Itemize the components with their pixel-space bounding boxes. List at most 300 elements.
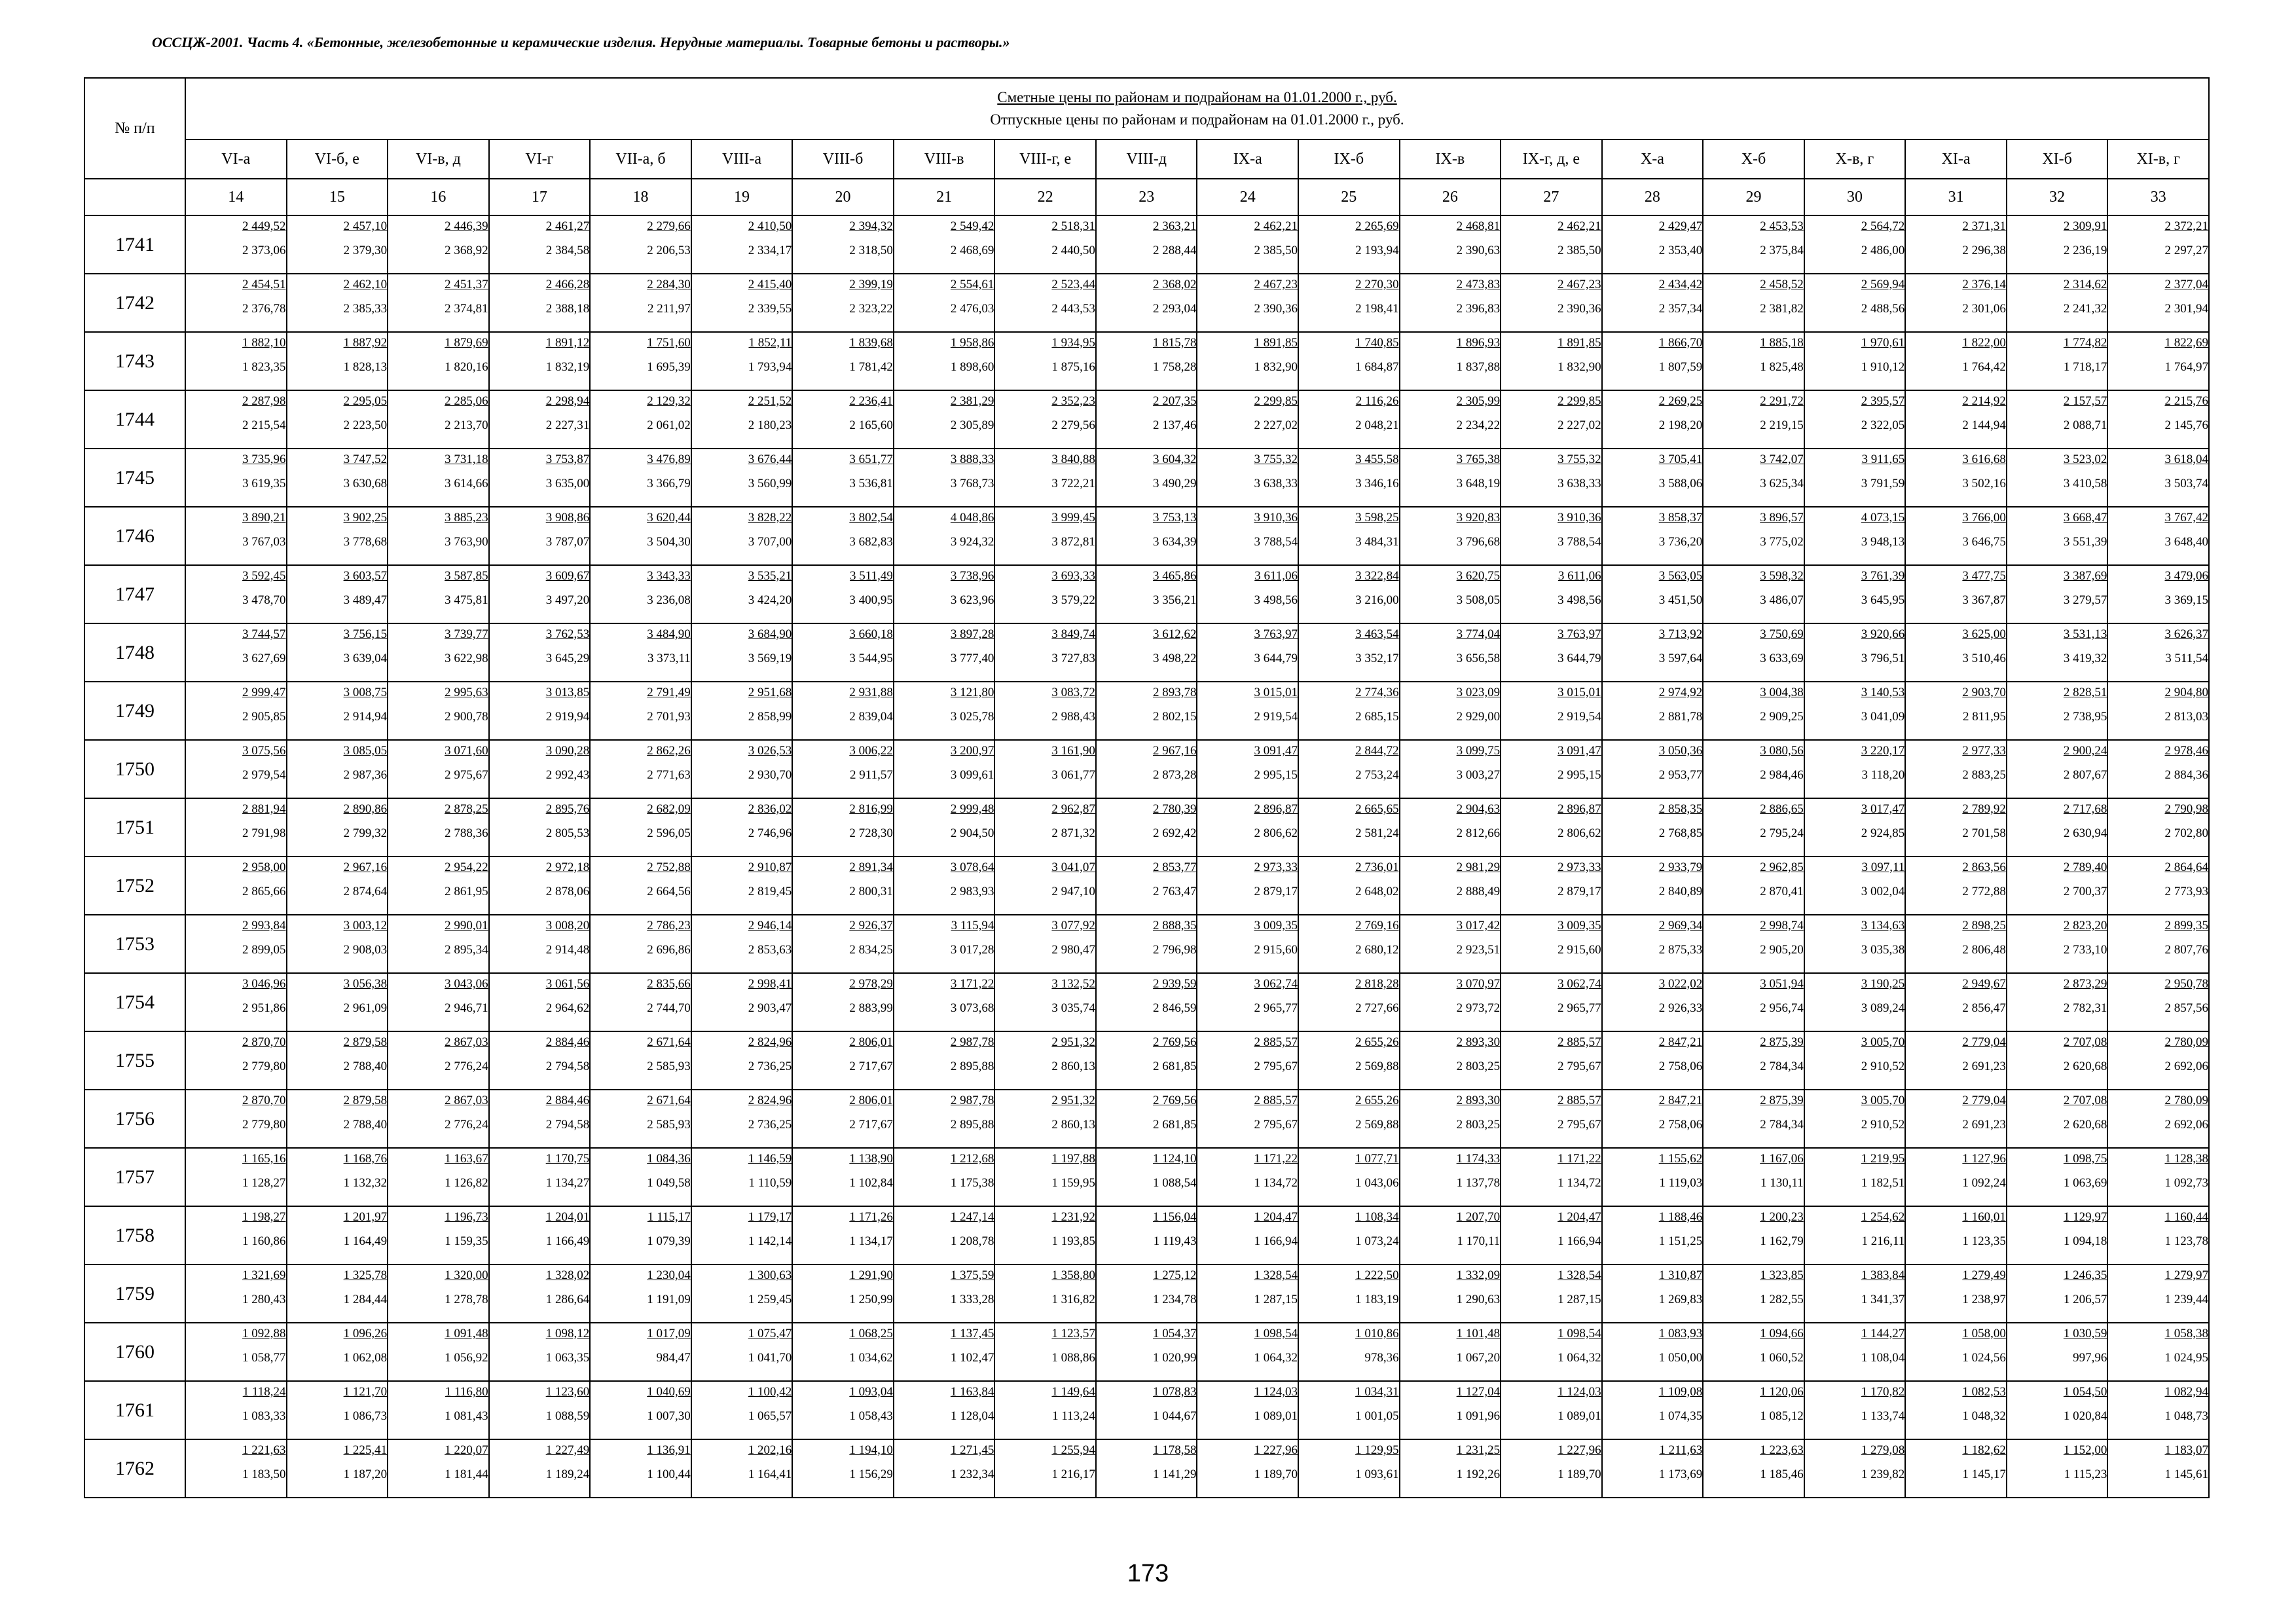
- price-cell: [1905, 623, 2007, 682]
- area-header: VIII-а: [691, 139, 793, 179]
- release-price: 2 440,50: [1051, 244, 1095, 257]
- release-price: 2 784,34: [1760, 1118, 1804, 1132]
- release-price: 2 301,94: [2164, 302, 2208, 316]
- price-cell: [792, 623, 894, 682]
- price-cell: [2007, 1148, 2108, 1206]
- price-cell: [1905, 274, 2007, 332]
- release-price: 2 984,46: [1760, 768, 1804, 782]
- price-cell: [1602, 274, 1704, 332]
- release-price: 2 733,10: [2063, 943, 2107, 957]
- release-price: 3 796,51: [1861, 652, 1905, 665]
- table-row: [84, 1439, 2209, 1498]
- release-price: 2 795,67: [1558, 1118, 1601, 1132]
- release-price: 1 216,17: [1051, 1467, 1095, 1481]
- release-price: 1 073,24: [1355, 1234, 1399, 1248]
- estimated-price: 3 091,47: [1558, 744, 1601, 758]
- price-cell: [1602, 1031, 1704, 1090]
- release-price: 1 284,44: [343, 1293, 388, 1306]
- release-price: 2 681,85: [1152, 1118, 1197, 1132]
- price-cell: [1197, 1206, 1298, 1264]
- estimated-price: 1 136,91: [647, 1443, 691, 1457]
- price-cell: [1197, 682, 1298, 740]
- release-price: 2 744,70: [647, 1001, 691, 1015]
- estimated-price: 2 295,05: [343, 394, 388, 408]
- estimated-price: 2 279,66: [647, 219, 691, 233]
- price-cell: [185, 332, 287, 390]
- row-number: 1762: [84, 1439, 185, 1498]
- estimated-price: 1 127,04: [1456, 1385, 1501, 1399]
- release-price: 3 639,04: [343, 652, 388, 665]
- release-price: 2 888,49: [1456, 885, 1501, 898]
- estimated-price: 2 879,58: [343, 1094, 388, 1107]
- release-price: 2 385,33: [343, 302, 388, 316]
- price-cell: [2107, 915, 2209, 973]
- estimated-price: 4 073,15: [1861, 511, 1905, 525]
- price-cell: [489, 682, 591, 740]
- estimated-price: 1 227,49: [545, 1443, 590, 1457]
- release-price: 3 645,95: [1861, 593, 1905, 607]
- row-number: 1758: [84, 1206, 185, 1264]
- price-cell: [1905, 449, 2007, 507]
- price-cell: [1197, 1090, 1298, 1148]
- estimated-price: 1 879,69: [445, 336, 488, 350]
- release-price: 2 443,53: [1051, 302, 1095, 316]
- row-number: 1750: [84, 740, 185, 798]
- release-price: 2 800,31: [849, 885, 893, 898]
- release-price: 1 020,84: [2063, 1409, 2107, 1423]
- price-cell: [590, 449, 691, 507]
- release-price: 3 633,69: [1760, 652, 1804, 665]
- table-row: [84, 973, 2209, 1031]
- estimated-price: 3 008,20: [545, 919, 590, 932]
- price-cell: [1501, 1323, 1602, 1381]
- release-price: 1 086,73: [343, 1409, 388, 1423]
- estimated-price: 2 736,01: [1355, 860, 1399, 874]
- estimated-price: 3 008,75: [343, 686, 388, 699]
- column-number: 28: [1602, 179, 1704, 215]
- estimated-price: 2 969,34: [1658, 919, 1703, 932]
- release-price: 3 588,06: [1658, 477, 1703, 490]
- estimated-price: 2 900,24: [2063, 744, 2107, 758]
- estimated-price: 3 171,22: [950, 977, 994, 991]
- estimated-price: 3 999,45: [1051, 511, 1095, 525]
- price-cell: [489, 565, 591, 623]
- release-price: 1 189,70: [1558, 1467, 1601, 1481]
- release-price: 1 092,73: [2164, 1176, 2208, 1190]
- release-price: 2 681,85: [1152, 1060, 1197, 1073]
- release-price: 2 795,24: [1760, 826, 1804, 840]
- estimated-price: 1 082,94: [2164, 1385, 2208, 1399]
- price-cell: [2107, 740, 2209, 798]
- estimated-price: 3 911,65: [1861, 452, 1905, 466]
- release-price: 1 056,92: [445, 1351, 488, 1365]
- price-cell: [388, 1381, 489, 1439]
- estimated-price: 3 609,67: [545, 569, 590, 583]
- price-cell: [1501, 857, 1602, 915]
- estimated-price: 2 958,00: [242, 860, 286, 874]
- area-header: X-в, г: [1804, 139, 1906, 179]
- estimated-price: 3 563,05: [1658, 569, 1703, 583]
- release-price: 2 953,77: [1658, 768, 1703, 782]
- release-price: 3 736,20: [1658, 535, 1703, 549]
- price-cell: [792, 1264, 894, 1323]
- release-price: 3 787,07: [545, 535, 590, 549]
- estimated-price: 2 893,30: [1456, 1094, 1501, 1107]
- price-cell: [590, 1206, 691, 1264]
- price-cell: [1197, 1264, 1298, 1323]
- release-price: 2 664,56: [647, 885, 691, 898]
- estimated-price: 2 449,52: [242, 219, 286, 233]
- estimated-price: 3 091,47: [1254, 744, 1298, 758]
- estimated-price: 3 022,02: [1658, 977, 1703, 991]
- estimated-price: 2 999,48: [950, 802, 994, 816]
- price-cell: [388, 973, 489, 1031]
- column-number: 22: [994, 179, 1096, 215]
- price-cell: [894, 390, 995, 449]
- estimated-price: 2 824,96: [748, 1035, 792, 1049]
- release-price: 1 825,48: [1760, 360, 1804, 374]
- price-cell: [792, 740, 894, 798]
- release-price: 3 767,03: [242, 535, 286, 549]
- estimated-price: 2 903,70: [1962, 686, 2006, 699]
- price-cell: [1602, 1381, 1704, 1439]
- estimated-price: 2 376,14: [1962, 278, 2006, 291]
- release-price: 1 132,32: [343, 1176, 388, 1190]
- price-cell: [2007, 565, 2108, 623]
- price-cell: [590, 274, 691, 332]
- price-cell: [185, 274, 287, 332]
- price-cell: [2007, 1381, 2108, 1439]
- estimated-price: 2 867,03: [445, 1035, 488, 1049]
- release-price: 2 926,33: [1658, 1001, 1703, 1015]
- price-cell: [1298, 973, 1400, 1031]
- estimated-price: 3 625,00: [1962, 627, 2006, 641]
- release-price: 2 904,50: [950, 826, 994, 840]
- release-price: 2 805,53: [545, 826, 590, 840]
- release-price: 2 736,25: [748, 1118, 792, 1132]
- price-cell: [2107, 1323, 2209, 1381]
- estimated-price: 1 201,97: [343, 1210, 388, 1224]
- estimated-price: 3 676,44: [748, 452, 792, 466]
- price-cell: [1298, 390, 1400, 449]
- estimated-price: 2 898,25: [1962, 919, 2006, 932]
- estimated-price: 2 893,30: [1456, 1035, 1501, 1049]
- release-price: 2 846,59: [1152, 1001, 1197, 1015]
- release-price: 1 286,64: [545, 1293, 590, 1306]
- price-cell: [590, 215, 691, 274]
- table-row: [84, 1323, 2209, 1381]
- price-cell: [388, 565, 489, 623]
- release-price: 2 198,41: [1355, 302, 1399, 316]
- price-cell: [1602, 1206, 1704, 1264]
- price-cell: [1096, 1264, 1197, 1323]
- estimated-price: 2 904,80: [2164, 686, 2208, 699]
- release-price: 3 788,54: [1254, 535, 1298, 549]
- estimated-price: 1 171,22: [1254, 1152, 1298, 1166]
- row-number: 1748: [84, 623, 185, 682]
- estimated-price: 1 887,92: [343, 336, 388, 350]
- price-cell: [590, 507, 691, 565]
- price-cell: [994, 1381, 1096, 1439]
- price-cell: [994, 390, 1096, 449]
- estimated-price: 2 867,03: [445, 1094, 488, 1107]
- column-number: 19: [691, 179, 793, 215]
- release-price: 2 144,94: [1962, 418, 2006, 432]
- release-price: 3 648,19: [1456, 477, 1501, 490]
- price-cell: [2107, 1381, 2209, 1439]
- estimated-price: 2 717,68: [2063, 802, 2107, 816]
- price-cell: [2007, 1206, 2108, 1264]
- price-cell: [1804, 1381, 1906, 1439]
- estimated-price: 1 198,27: [242, 1210, 286, 1224]
- price-cell: [489, 390, 591, 449]
- estimated-price: 1 160,44: [2164, 1210, 2208, 1224]
- price-cell: [185, 1439, 287, 1498]
- release-price: 2 297,27: [2164, 244, 2208, 257]
- release-price: 3 579,22: [1051, 593, 1095, 607]
- release-price: 1 170,11: [1457, 1234, 1501, 1248]
- estimated-price: 3 085,05: [343, 744, 388, 758]
- estimated-price: 3 090,28: [545, 744, 590, 758]
- release-price: 2 596,05: [647, 826, 691, 840]
- price-cell: [1400, 1323, 1501, 1381]
- price-cell: [691, 740, 793, 798]
- estimated-price: 1 194,10: [849, 1443, 893, 1457]
- estimated-price: 1 822,69: [2164, 336, 2208, 350]
- price-cell: [792, 915, 894, 973]
- price-cell: [1400, 1439, 1501, 1498]
- estimated-price: 1 211,63: [1659, 1443, 1703, 1457]
- price-cell: [792, 565, 894, 623]
- column-number: 33: [2107, 179, 2209, 215]
- price-cell: [1703, 449, 1804, 507]
- release-price: 1 134,72: [1558, 1176, 1601, 1190]
- estimated-price: 2 655,26: [1355, 1094, 1399, 1107]
- estimated-price: 1 118,24: [242, 1385, 286, 1399]
- estimated-price: 2 967,16: [1152, 744, 1197, 758]
- price-cell: [691, 274, 793, 332]
- release-price: 3 504,30: [647, 535, 691, 549]
- price-cell: [1905, 682, 2007, 740]
- release-price: 3 478,70: [242, 593, 286, 607]
- price-cell: [489, 449, 591, 507]
- price-cell: [792, 1148, 894, 1206]
- release-price: 3 635,00: [545, 477, 590, 490]
- price-cell: [2107, 1439, 2209, 1498]
- release-price: 2 227,02: [1558, 418, 1601, 432]
- price-cell: [590, 1264, 691, 1323]
- price-cell: [1804, 1148, 1906, 1206]
- release-price: 1 034,62: [849, 1351, 893, 1365]
- price-cell: [287, 565, 388, 623]
- column-number: 26: [1400, 179, 1501, 215]
- price-cell: [1298, 1090, 1400, 1148]
- row-number: 1745: [84, 449, 185, 507]
- estimated-price: 1 170,82: [1861, 1385, 1905, 1399]
- price-cell: [1197, 857, 1298, 915]
- estimated-price: 2 878,25: [445, 802, 488, 816]
- price-cell: [894, 1148, 995, 1206]
- release-price: 3 484,31: [1355, 535, 1399, 549]
- price-cell: [894, 507, 995, 565]
- estimated-price: 2 890,86: [343, 802, 388, 816]
- price-cell: [792, 449, 894, 507]
- estimated-price: 2 951,68: [748, 686, 792, 699]
- price-cell: [1197, 973, 1298, 1031]
- estimated-price: 1 165,16: [242, 1152, 286, 1166]
- price-cell: [1400, 973, 1501, 1031]
- estimated-price: 1 098,54: [1558, 1327, 1601, 1340]
- estimated-price: 1 054,37: [1152, 1327, 1197, 1340]
- release-price: 2 728,30: [849, 826, 893, 840]
- estimated-price: 1 058,00: [1962, 1327, 2006, 1340]
- price-cell: [590, 798, 691, 857]
- price-cell: [1703, 1206, 1804, 1264]
- price-cell: [489, 1031, 591, 1090]
- estimated-price: 3 755,32: [1254, 452, 1298, 466]
- estimated-price: 3 620,44: [647, 511, 691, 525]
- price-cell: [691, 682, 793, 740]
- estimated-price: 3 075,56: [242, 744, 286, 758]
- estimated-price: 1 320,00: [445, 1268, 488, 1282]
- column-number: 21: [894, 179, 995, 215]
- release-price: 2 717,67: [849, 1118, 893, 1132]
- price-cell: [1096, 1090, 1197, 1148]
- estimated-price: 2 896,87: [1254, 802, 1298, 816]
- estimated-price: 3 840,88: [1051, 452, 1095, 466]
- estimated-price: 2 287,98: [242, 394, 286, 408]
- price-cell: [1096, 682, 1197, 740]
- release-price: 3 638,33: [1558, 477, 1601, 490]
- price-cell: [792, 1439, 894, 1498]
- release-price: 2 581,24: [1355, 826, 1399, 840]
- price-cell: [1400, 565, 1501, 623]
- release-price: 2 883,25: [1962, 768, 2006, 782]
- estimated-price: 2 299,85: [1558, 394, 1601, 408]
- release-price: 2 812,66: [1456, 826, 1501, 840]
- price-cell: [1501, 973, 1602, 1031]
- estimated-price: 3 080,56: [1760, 744, 1804, 758]
- table-row: [84, 798, 2209, 857]
- estimated-price: 3 767,42: [2164, 511, 2208, 525]
- release-price: 2 753,24: [1355, 768, 1399, 782]
- release-price: 2 796,98: [1152, 943, 1197, 957]
- price-cell: [691, 449, 793, 507]
- table-row: [84, 390, 2209, 449]
- price-cell: [1602, 682, 1704, 740]
- price-cell: [2007, 1439, 2108, 1498]
- release-price: 1 695,39: [647, 360, 691, 374]
- price-cell: [185, 857, 287, 915]
- row-number: 1761: [84, 1381, 185, 1439]
- price-cell: [1703, 565, 1804, 623]
- estimated-price: 3 535,21: [748, 569, 792, 583]
- estimated-price: 1 129,95: [1355, 1443, 1399, 1457]
- release-price: 2 965,77: [1558, 1001, 1601, 1015]
- price-cell: [1096, 1323, 1197, 1381]
- estimated-price: 1 155,62: [1658, 1152, 1703, 1166]
- release-price: 1 083,33: [242, 1409, 286, 1423]
- price-cell: [1298, 274, 1400, 332]
- release-price: 1 832,19: [545, 360, 590, 374]
- estimated-price: 1 751,60: [647, 336, 691, 350]
- release-price: 3 648,40: [2164, 535, 2208, 549]
- release-price: 2 691,23: [1962, 1118, 2006, 1132]
- estimated-price: 1 094,66: [1760, 1327, 1804, 1340]
- estimated-price: 1 207,70: [1456, 1210, 1501, 1224]
- price-cell: [185, 390, 287, 449]
- price-cell: [1905, 507, 2007, 565]
- release-price: 2 879,17: [1254, 885, 1298, 898]
- estimated-price: 3 015,01: [1254, 686, 1298, 699]
- column-number: 15: [287, 179, 388, 215]
- release-price: 1 089,01: [1254, 1409, 1298, 1423]
- estimated-price: 3 616,68: [1962, 452, 2006, 466]
- estimated-price: 1 092,88: [242, 1327, 286, 1340]
- release-price: 2 779,80: [242, 1060, 286, 1073]
- estimated-price: 3 004,38: [1760, 686, 1804, 699]
- price-cell: [994, 1206, 1096, 1264]
- estimated-price: 3 190,25: [1861, 977, 1905, 991]
- release-price: 2 702,80: [2164, 826, 2208, 840]
- release-price: 1 115,23: [2064, 1467, 2107, 1481]
- estimated-price: 3 762,53: [545, 627, 590, 641]
- release-price: 2 919,94: [545, 710, 590, 724]
- estimated-price: 3 888,33: [950, 452, 994, 466]
- estimated-price: 1 212,68: [950, 1152, 994, 1166]
- release-price: 2 857,56: [2164, 1001, 2208, 1015]
- estimated-price: 2 998,41: [748, 977, 792, 991]
- price-cell: [691, 390, 793, 449]
- estimated-price: 2 931,88: [849, 686, 893, 699]
- estimated-price: 2 885,57: [1558, 1035, 1601, 1049]
- price-cell: [894, 1439, 995, 1498]
- release-price: 1 828,13: [343, 360, 388, 374]
- price-cell: [2107, 1206, 2209, 1264]
- estimated-price: 3 611,06: [1558, 569, 1601, 583]
- release-price: 1 183,50: [242, 1467, 286, 1481]
- release-price: 1 151,25: [1658, 1234, 1703, 1248]
- price-cell: [287, 507, 388, 565]
- price-cell: [489, 857, 591, 915]
- release-price: 2 279,56: [1051, 418, 1095, 432]
- estimated-price: 1 098,54: [1254, 1327, 1298, 1340]
- price-cell: [1804, 682, 1906, 740]
- release-price: 2 924,85: [1861, 826, 1905, 840]
- release-price: 2 215,54: [242, 418, 286, 432]
- price-cell: [894, 274, 995, 332]
- price-cell: [691, 973, 793, 1031]
- price-cell: [994, 565, 1096, 623]
- price-cell: [287, 1031, 388, 1090]
- row-number: 1755: [84, 1031, 185, 1090]
- release-price: 1 173,69: [1658, 1467, 1703, 1481]
- column-number: 23: [1096, 179, 1197, 215]
- estimated-price: 2 884,46: [545, 1035, 590, 1049]
- release-price: 2 768,85: [1658, 826, 1703, 840]
- estimated-price: 3 750,69: [1760, 627, 1804, 641]
- release-price: 3 551,39: [2063, 535, 2107, 549]
- estimated-price: 2 987,78: [950, 1035, 994, 1049]
- estimated-price: 1 093,04: [849, 1385, 893, 1399]
- price-cell: [1703, 623, 1804, 682]
- price-cell: [1905, 1090, 2007, 1148]
- price-cell: [1096, 449, 1197, 507]
- release-price: 3 373,11: [647, 652, 691, 665]
- estimated-price: 1 121,70: [343, 1385, 388, 1399]
- estimated-price: 2 974,92: [1658, 686, 1703, 699]
- estimated-price: 3 731,18: [445, 452, 488, 466]
